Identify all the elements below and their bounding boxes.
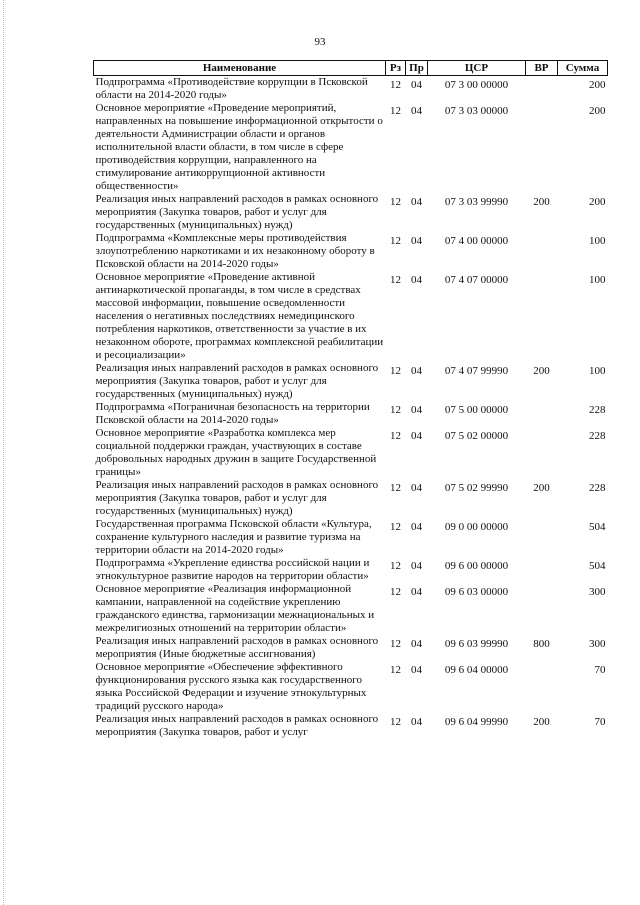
cell-sum: 70 [594,664,606,676]
cell-rz: 12 [390,274,401,286]
table-row [94,479,608,518]
cell-csr: 09 6 03 00000 [444,586,509,598]
header-pr: Пр [406,61,428,76]
header-rz: Рз [386,61,406,76]
table-row [94,427,608,479]
cell-rz: 12 [390,638,401,650]
cell-csr: 09 6 04 00000 [444,664,509,676]
cell-rz: 12 [390,365,401,377]
cell-csr: 09 6 04 99990 [444,716,509,728]
cell-name: Подпрограмма «Укрепление единства российской нации и этнокультурное развитие народов на территории области» [95,557,370,582]
cell-csr: 09 6 03 99990 [444,638,509,650]
cell-rz: 12 [390,482,401,494]
cell-vr: 200 [533,716,550,728]
cell-vr: 200 [533,482,550,494]
cell-name: Государственная программа Псковской области «Культура, сохранение культурного наследия и развитие туризма на территории области на 2014-2020 годы» [95,518,372,556]
cell-csr: 09 6 00 00000 [444,560,509,572]
cell-name: Основное мероприятие «Разработка комплекса мер социальной поддержки граждан, участвующих в составе добровольных народных дружин в защите Государственной границы» [95,427,377,478]
cell-pr: 04 [411,560,422,572]
cell-vr: 200 [533,365,550,377]
cell-rz: 12 [390,235,401,247]
cell-rz: 12 [390,716,401,728]
cell-sum: 200 [589,196,606,208]
cell-name: Реализация иных направлений расходов в рамках основного мероприятия (Закупка товаров, работ и услуг для государственных (муниципальных) нужд) [95,362,379,400]
cell-name: Реализация иных направлений расходов в рамках основного мероприятия (Закупка товаров, работ и услуг [95,713,379,738]
cell-vr [526,102,558,193]
table-row [94,713,608,739]
cell-rz: 12 [390,196,401,208]
table-row [94,401,608,427]
cell-pr: 04 [411,79,422,91]
cell-pr: 04 [411,196,422,208]
cell-name: Основное мероприятие «Реализация информационной кампании, направленной на содействие укреплению гражданского единства, гармонизации межнациональных и межрелигиозных отношений на территории области» [95,583,375,634]
cell-pr: 04 [411,716,422,728]
cell-vr [526,76,558,103]
cell-rz: 12 [390,404,401,416]
cell-pr: 04 [411,664,422,676]
cell-sum: 228 [589,404,606,416]
header-csr: ЦСР [428,61,526,76]
cell-name: Подпрограмма «Пограничная безопасность на территории Псковской области на 2014-2020 годы» [95,401,370,426]
cell-sum: 228 [589,482,606,494]
cell-name: Основное мероприятие «Обеспечение эффективного функционирования русского языка как государственного языка Российской Федерации и изучение этнокультурных традиций русского народа» [95,661,367,712]
table-row [94,661,608,713]
header-name: Наименование [94,61,386,76]
cell-sum: 300 [589,586,606,598]
cell-name: Основное мероприятие «Проведение мероприятий, направленных на повышение информационной открытости о деятельности Администрации области и органов исполнительной власти области, в том числе в сфере противодействия коррупции, направленного на стимулирование антикоррупционной активности общественности» [95,102,383,192]
table-row [94,557,608,583]
cell-vr [526,518,558,557]
budget-table [93,60,608,739]
cell-rz: 12 [390,521,401,533]
cell-name: Реализация иных направлений расходов в рамках основного мероприятия (Иные бюджетные ассигнования) [95,635,379,660]
cell-name: Реализация иных направлений расходов в рамках основного мероприятия (Закупка товаров, работ и услуг для государственных (муниципальных) нужд) [95,193,379,231]
cell-name: Реализация иных направлений расходов в рамках основного мероприятия (Закупка товаров, работ и услуг для государственных (муниципальных) нужд) [95,479,379,517]
cell-rz: 12 [390,79,401,91]
cell-sum: 100 [589,235,606,247]
cell-name: Подпрограмма «Комплексные меры противодействия злоупотреблению наркотиками и их незаконному обороту в Псковской области на 2014-2020 годы» [95,232,375,270]
page-number: 93 [314,36,326,48]
table-row [94,271,608,362]
cell-pr: 04 [411,430,422,442]
table-row [94,362,608,401]
table-row [94,102,608,193]
cell-name: Основное мероприятие «Проведение активной антинаркотической пропаганды, в том числе в средствах массовой информации, повышение осведомленности населения о негативных последствиях немедицинского потребления наркотиков, ответственности за участие в их незаконном обороте, программах комплексной реабилитации и ресоциализации» [95,271,384,361]
cell-pr: 04 [411,365,422,377]
cell-vr [526,232,558,271]
cell-vr [526,401,558,427]
cell-csr: 07 4 00 00000 [444,235,509,247]
cell-sum: 100 [589,274,606,286]
cell-csr: 07 5 02 00000 [444,430,509,442]
cell-pr: 04 [411,521,422,533]
cell-sum: 200 [589,79,606,91]
table-row [94,193,608,232]
table-row [94,76,608,103]
cell-sum: 228 [589,430,606,442]
cell-sum: 504 [589,560,606,572]
cell-pr: 04 [411,482,422,494]
table-row [94,635,608,661]
cell-vr [526,583,558,635]
cell-rz: 12 [390,586,401,598]
cell-rz: 12 [390,430,401,442]
cell-pr: 04 [411,404,422,416]
cell-sum: 100 [589,365,606,377]
cell-sum: 504 [589,521,606,533]
cell-vr: 800 [533,638,550,650]
cell-vr [526,661,558,713]
cell-vr: 200 [533,196,550,208]
scan-edge [3,0,5,905]
cell-csr: 07 4 07 99990 [444,365,509,377]
table-row [94,518,608,557]
cell-vr [526,427,558,479]
header-vr: ВР [526,61,558,76]
cell-csr: 07 4 07 00000 [444,274,509,286]
cell-pr: 04 [411,638,422,650]
cell-rz: 12 [390,560,401,572]
cell-vr [526,557,558,583]
table-row [94,583,608,635]
cell-csr: 07 3 00 00000 [444,79,509,91]
cell-pr: 04 [411,274,422,286]
cell-csr: 09 0 00 00000 [444,521,509,533]
cell-pr: 04 [411,105,422,117]
table-row [94,232,608,271]
cell-pr: 04 [411,235,422,247]
header-sum: Сумма [558,61,608,76]
cell-rz: 12 [390,664,401,676]
cell-csr: 07 5 02 99990 [444,482,509,494]
table-header [94,61,608,76]
cell-name: Подпрограмма «Противодействие коррупции в Псковской области на 2014-2020 годы» [95,76,368,101]
cell-sum: 200 [589,105,606,117]
table-body [94,76,608,740]
cell-sum: 300 [589,638,606,650]
cell-csr: 07 3 03 99990 [444,196,509,208]
cell-rz: 12 [390,105,401,117]
cell-vr [526,271,558,362]
cell-csr: 07 5 00 00000 [444,404,509,416]
cell-pr: 04 [411,586,422,598]
cell-sum: 70 [594,716,606,728]
cell-csr: 07 3 03 00000 [444,105,509,117]
